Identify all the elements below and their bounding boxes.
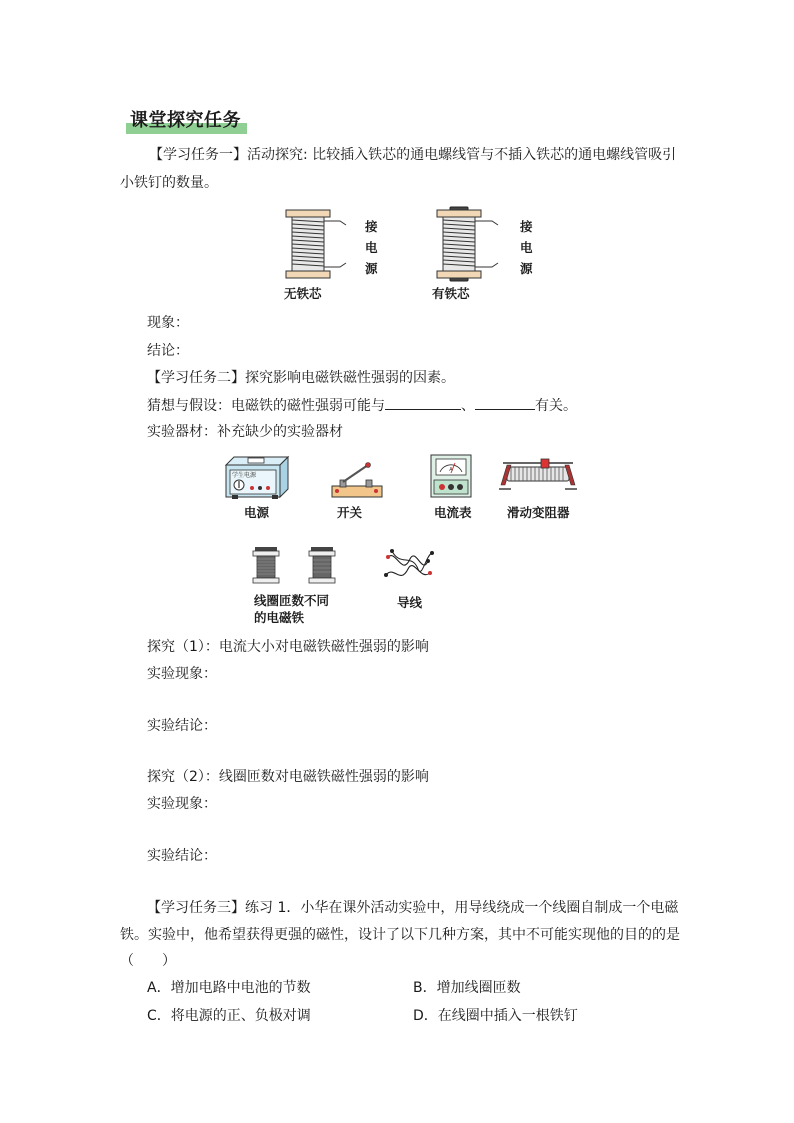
explore1-phenomenon: 实验现象： (147, 666, 217, 682)
item-label-ammeter: 电流表 (434, 505, 472, 520)
connect-char-2a: 电 (365, 240, 378, 255)
hypothesis-sep: 、 (461, 398, 475, 414)
task1-phenomenon: 现象： (147, 315, 189, 331)
hypothesis-blank-2[interactable] (475, 395, 535, 410)
connect-char-3a: 源 (365, 261, 378, 276)
wire-caption: 导线 (397, 595, 423, 610)
option-d[interactable]: D．在线圈中插入一根铁钉 (413, 1008, 578, 1024)
explore1-conclusion: 实验结论： (147, 718, 217, 734)
hypothesis-prefix: 猜想与假设：电磁铁的磁性强弱可能与 (147, 398, 385, 414)
svg-text:A: A (449, 467, 453, 473)
task2-hypothesis (147, 395, 577, 416)
ammeter-figure (428, 452, 476, 500)
explore2-phenomenon: 实验现象： (147, 796, 217, 812)
task2-heading: 【学习任务二】探究影响电磁铁磁性强弱的因素。 (147, 370, 455, 386)
explore2-heading: 探究（2）：线圈匝数对电磁铁磁性强弱的影响 (147, 769, 429, 785)
electromagnets-figure (248, 546, 344, 586)
coil-caption-line2: 的电磁铁 (254, 610, 305, 625)
wires-figure (382, 547, 434, 587)
item-label-rheostat: 滑动变阻器 (507, 505, 570, 520)
option-b[interactable]: B．增加线圈匝数 (413, 980, 521, 996)
fig-caption-with-core: 有铁芯 (432, 286, 470, 301)
connect-char-1b: 接 (520, 219, 533, 234)
switch-figure (328, 462, 388, 500)
item-label-power: 电源 (244, 505, 270, 520)
explore2-conclusion: 实验结论： (147, 848, 217, 864)
power-supply-label: 学生电源 (232, 472, 257, 479)
task3-answer-bracket: （ ） (120, 953, 176, 969)
task3-line2: 铁。实验中，他希望获得更强的磁性，设计了以下几种方案，其中不可能实现他的目的的是 (120, 927, 680, 943)
connect-char-1a: 接 (365, 219, 378, 234)
hypothesis-suffix: 有关。 (535, 398, 577, 414)
fig-caption-no-core: 无铁芯 (284, 286, 322, 301)
item-label-switch: 开关 (337, 505, 363, 520)
task2-equipment: 实验器材：补充缺少的实验器材 (147, 424, 343, 440)
explore1-heading: 探究（1）：电流大小对电磁铁磁性强弱的影响 (147, 639, 429, 655)
task1-line2: 小铁钉的数量。 (120, 175, 218, 191)
task1-conclusion: 结论： (147, 343, 189, 359)
option-c[interactable]: C．将电源的正、负极对调 (147, 1008, 311, 1024)
task1-line1: 【学习任务一】活动探究: 比较插入铁芯的通电螺线管与不插入铁芯的通电螺线管吸引 (149, 147, 677, 163)
hypothesis-blank-1[interactable] (385, 395, 461, 410)
connect-char-2b: 电 (520, 240, 533, 255)
section-title: 课堂探究任务 (126, 108, 245, 134)
rheostat-figure (497, 455, 579, 497)
connect-char-3b: 源 (520, 261, 533, 276)
coil-caption-line1: 线圈匝数不同 (254, 593, 330, 608)
task3-line1: 【学习任务三】练习 1．小华在课外活动实验中，用导线绕成一个线圈自制成一个电磁 (147, 900, 679, 916)
option-a[interactable]: A．增加电路中电池的节数 (147, 980, 311, 996)
